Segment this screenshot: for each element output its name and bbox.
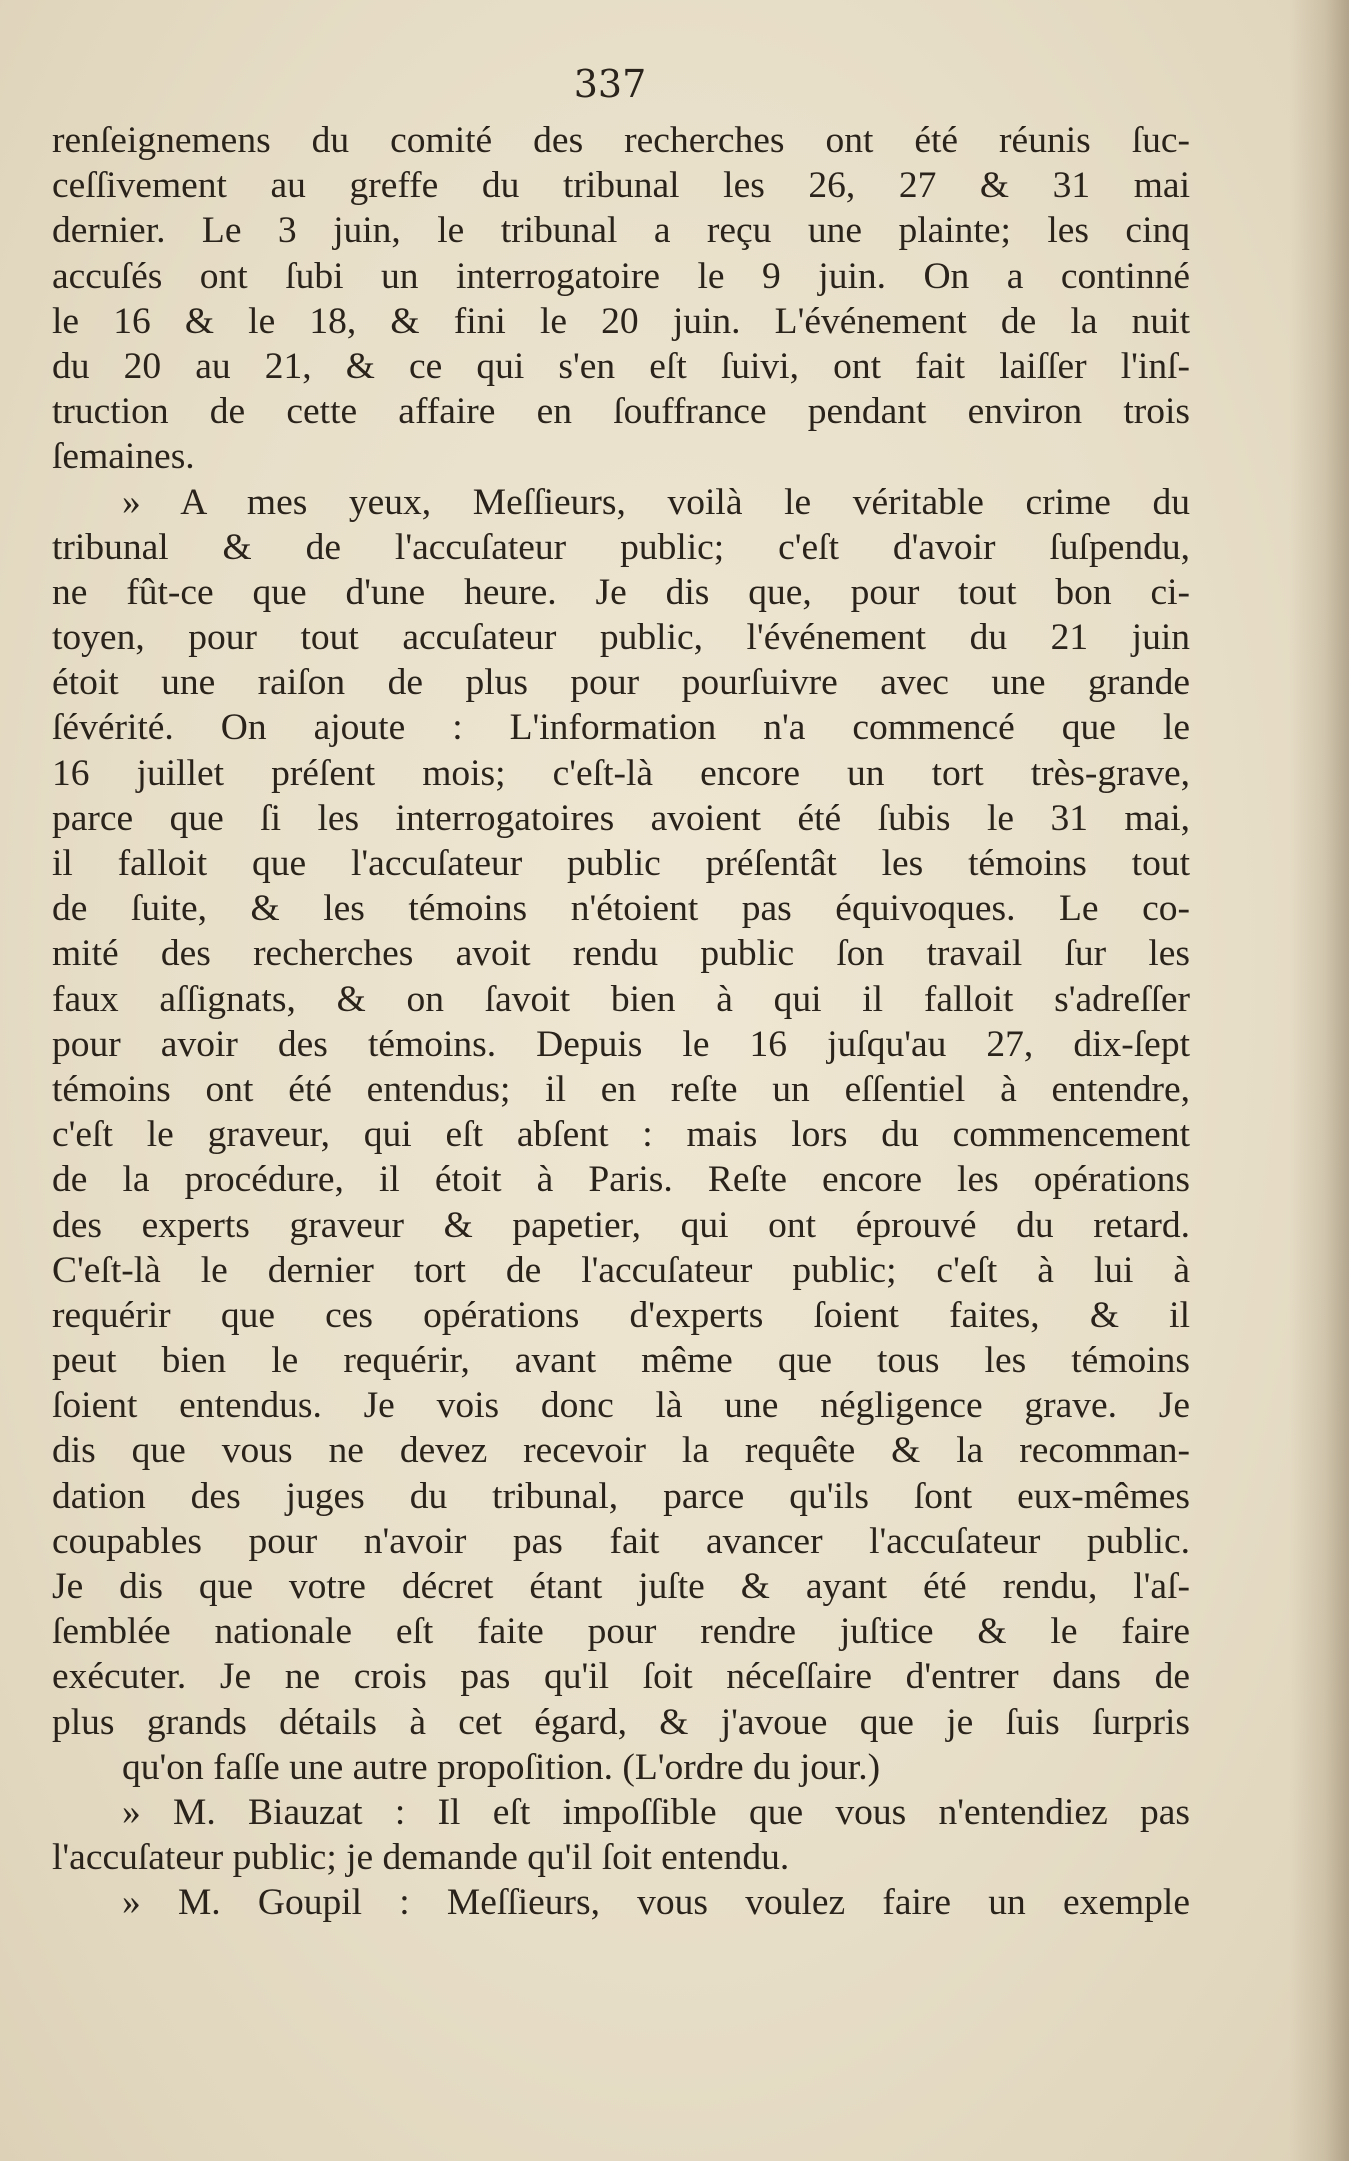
text-line: témoins ont été entendus; il en reſte un eſſentiel à entendre,	[52, 1068, 1190, 1110]
text-line: parce que ſi les interrogatoires avoient été ſubis le 31 mai,	[52, 797, 1190, 839]
text-line: faux aſſignats, & on ſavoit bien à qui il falloit s'adreſſer	[52, 978, 1190, 1020]
text-line: étoit une raiſon de plus pour pourſuivre avec une grande	[52, 662, 1190, 704]
text-line: de ſuite, & les témoins n'étoient pas équivoques. Le co-	[52, 888, 1190, 930]
text-line: dernier. Le 3 juin, le tribunal a reçu une plainte; les cinq	[52, 210, 1190, 252]
text-line: mité des recherches avoit rendu public ſon travail ſur les	[52, 933, 1190, 975]
text-line: dation des juges du tribunal, parce qu'ils ſont eux-mêmes	[52, 1475, 1190, 1517]
text-line: accuſés ont ſubi un interrogatoire le 9 juin. On a continné	[52, 255, 1190, 297]
text-line: de la procédure, il étoit à Paris. Reſte encore les opérations	[52, 1159, 1190, 1201]
text-line: 16 juillet préſent mois; c'eſt-là encore un tort très-grave,	[52, 752, 1190, 794]
text-line: » A mes yeux, Meſſieurs, voilà le véritable crime du	[122, 481, 1190, 523]
text-line: toyen, pour tout accuſateur public, l'événement du 21 juin	[52, 617, 1190, 659]
text-line: l'accuſateur public; je demande qu'il ſoit entendu.	[52, 1837, 790, 1879]
text-line: il falloit que l'accuſateur public préſentât les témoins tout	[52, 843, 1190, 884]
text-line: truction de cette affaire en ſouffrance pendant environ trois	[52, 391, 1190, 433]
text-line: qu'on faſſe une autre propoſition. (L'ordre du jour.)	[122, 1746, 881, 1788]
text-line: ſemblée nationale eſt faite pour rendre juſtice & le faire	[52, 1611, 1190, 1653]
text-line: coupables pour n'avoir pas fait avancer l'accuſateur public.	[52, 1520, 1190, 1562]
text-line: ſemaines.	[52, 436, 195, 478]
text-line: du 20 au 21, & ce qui s'en eſt ſuivi, ont fait laiſſer l'inſ-	[52, 345, 1190, 387]
text-line: ne fût-ce que d'une heure. Je dis que, pour tout bon ci-	[52, 571, 1190, 613]
text-line: dis que vous ne devez recevoir la requête & la recomman-	[52, 1430, 1190, 1472]
text-line: tribunal & de l'accuſateur public; c'eſt d'avoir ſuſpendu,	[52, 526, 1190, 568]
text-line: exécuter. Je ne crois pas qu'il ſoit néceſſaire d'entrer dans de	[52, 1656, 1190, 1698]
text-line: » M. Biauzat : Il eſt impoſſible que vous n'entendiez pas	[122, 1791, 1190, 1833]
text-line: peut bien le requérir, avant même que tous les témoins	[52, 1340, 1190, 1382]
text-line: renſeignemens du comité des recherches ont été réunis ſuc-	[52, 120, 1190, 161]
text-line: ſoient entendus. Je vois donc là une négligence grave. Je	[52, 1385, 1190, 1427]
text-line: c'eſt le graveur, qui eſt abſent : mais lors du commencement	[52, 1114, 1190, 1156]
text-line: C'eſt-là le dernier tort de l'accuſateur public; c'eſt à lui à	[52, 1249, 1190, 1291]
body-text	[52, 118, 1190, 1926]
text-line: des experts graveur & papetier, qui ont éprouvé du retard.	[52, 1204, 1190, 1246]
text-line: Je dis que votre décret étant juſte & ayant été rendu, l'aſ-	[52, 1566, 1190, 1607]
text-line: plus grands détails à cet égard, & j'avoue que je ſuis ſurpris	[52, 1701, 1190, 1743]
page-number: 337	[573, 62, 647, 106]
text-line: pour avoir des témoins. Depuis le 16 juſqu'au 27, dix-ſept	[52, 1023, 1190, 1065]
text-line: ſévérité. On ajoute : L'information n'a commencé que le	[52, 707, 1190, 749]
text-line: » M. Goupil : Meſſieurs, vous voulez faire un exemple	[122, 1882, 1190, 1924]
text-line: le 16 & le 18, & fini le 20 juin. L'événement de la nuit	[52, 300, 1190, 342]
binding-gutter-shadow	[1289, 0, 1349, 2161]
text-line: requérir que ces opérations d'experts ſoient faites, & il	[52, 1294, 1190, 1336]
text-line: ceſſivement au greffe du tribunal les 26, 27 & 31 mai	[52, 165, 1190, 207]
